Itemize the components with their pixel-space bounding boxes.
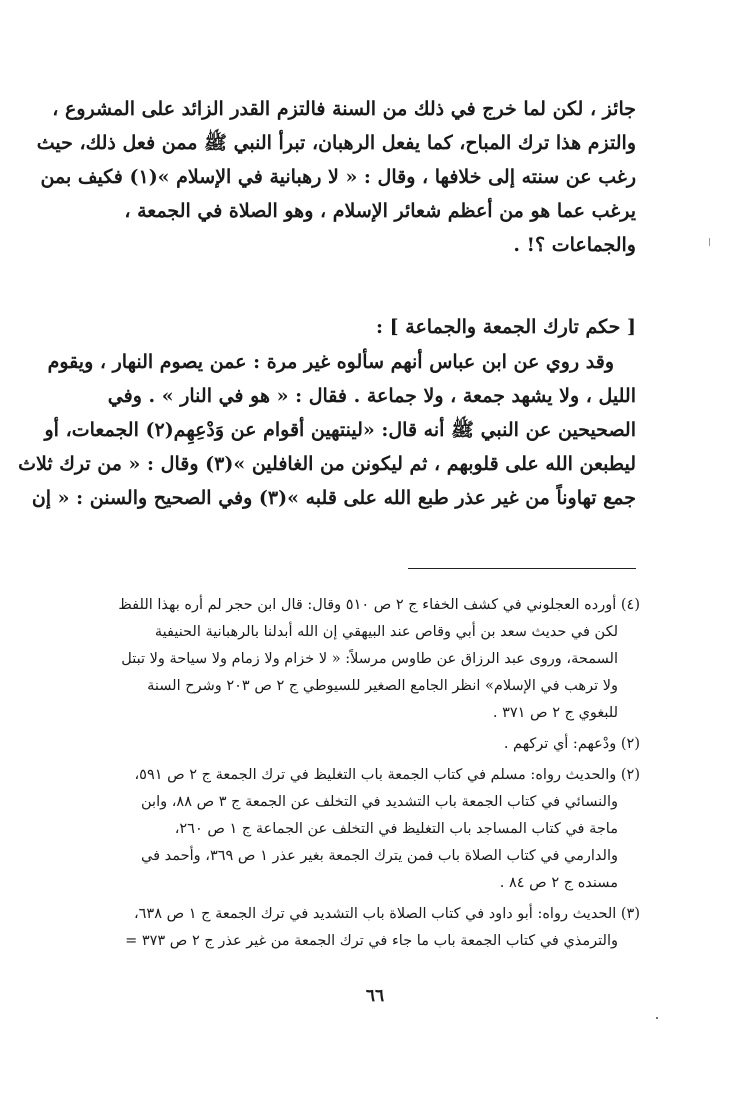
paragraph-line: جائز ، لكن لما خرج في ذلك من السنة فالتزم القدر الزائد على المشروع ، <box>52 98 636 120</box>
paragraph-line: رغب عن سنته إلى خلافها ، وقال : « لا رهبانية في الإسلام »(١) فكيف بمن <box>40 166 636 188</box>
paragraph-line: وقد روي عن ابن عباس أنهم سألوه غير مرة : عمن يصوم النهار ، ويقوم <box>47 351 614 373</box>
footnote-line: ماجة في كتاب المساجد باب التغليظ في التخلف عن الجماعة ج ١ ص ٢٦٠، <box>174 821 618 837</box>
scan-speck <box>656 1017 658 1019</box>
footnote-2b <box>106 762 640 897</box>
paragraph-line: جمع تهاوناً من غير عذر طبع الله على قلبه »(٣) وفي الصحيح والسنن : « إن <box>31 487 636 509</box>
paragraph-line: والتزم هذا ترك المباح، كما يفعل الرهبان، تبرأ النبي ﷺ ممن فعل ذلك، حيث <box>36 132 636 154</box>
main-paragraph-2 <box>18 345 636 515</box>
footnote-line: السمحة، وروى عبد الرزاق عن طاوس مرسلاً: « لا خزام ولا زمام ولا سياحة ولا تبتل <box>121 651 618 667</box>
paragraph-line: ليطبعن الله على قلوبهم ، ثم ليكونن من الغافلين »(٣) وقال : « من ترك ثلاث <box>18 453 636 475</box>
page-number: ٦٦ <box>365 986 385 1006</box>
footnote-2a <box>106 731 640 758</box>
paragraph-line: الصحيحين عن النبي ﷺ أنه قال: «لينتهين أقوام عن وَدْعِهِم(٢) الجمعات، أو <box>44 419 636 441</box>
paragraph-line: الليل ، ولا يشهد جمعة ، ولا جماعة . فقال : « هو في النار » . وفي <box>107 385 636 407</box>
footnote-line: والدارمي في كتاب الصلاة باب فمن يترك الجمعة بغير عذر ١ ص ٣٦٩، وأحمد في <box>141 848 618 864</box>
footnote-line: والترمذي في كتاب الجمعة باب ما جاء في ترك الجمعة من غير عذر ج ٢ ص ٣٧٣ = <box>125 933 618 949</box>
section-heading: [ حكم تارك الجمعة والجماعة ] : <box>376 316 636 338</box>
footnotes <box>106 592 640 959</box>
footnote-line: (٤) أورده العجلوني في كشف الخفاء ج ٢ ص ٥١٠ وقال: قال ابن حجر لم أره بهذا اللفظ <box>118 597 640 613</box>
scan-edge-mark <box>709 238 710 246</box>
footnote-line: (٣) الحديث رواه: أبو داود في كتاب الصلاة باب التشديد في ترك الجمعة ج ١ ص ٦٣٨، <box>133 906 640 922</box>
paragraph-line: والجماعات ؟! . <box>513 234 636 256</box>
footnote-line: ولا ترهب في الإسلام» انظر الجامع الصغير للسيوطي ج ٢ ص ٢٠٣ وشرح السنة <box>147 678 618 694</box>
footnote-line: مسنده ج ٢ ص ٨٤ . <box>499 875 618 891</box>
footnote-4 <box>106 592 640 727</box>
footnote-line: (٢) ودْعهم: أي تركهم . <box>503 736 640 752</box>
footnote-separator <box>408 568 636 569</box>
footnote-line: والنسائي في كتاب الجمعة باب التشديد في التخلف عن الجمعة ج ٣ ص ٨٨، وابن <box>141 794 618 810</box>
main-paragraph-1 <box>36 92 636 262</box>
footnote-line: (٢) والحديث رواه: مسلم في كتاب الجمعة باب التغليظ في ترك الجمعة ج ٢ ص ٥٩١، <box>134 767 640 783</box>
paragraph-line: يرغب عما هو من أعظم شعائر الإسلام ، وهو الصلاة في الجمعة ، <box>124 200 636 222</box>
footnote-3 <box>106 901 640 955</box>
footnote-line: للبغوي ج ٢ ص ٣٧١ . <box>492 705 618 721</box>
footnote-line: لكن في حديث سعد بن أبي وقاص عند البيهقي إن الله أبدلنا بالرهبانية الحنيفية <box>154 624 618 640</box>
